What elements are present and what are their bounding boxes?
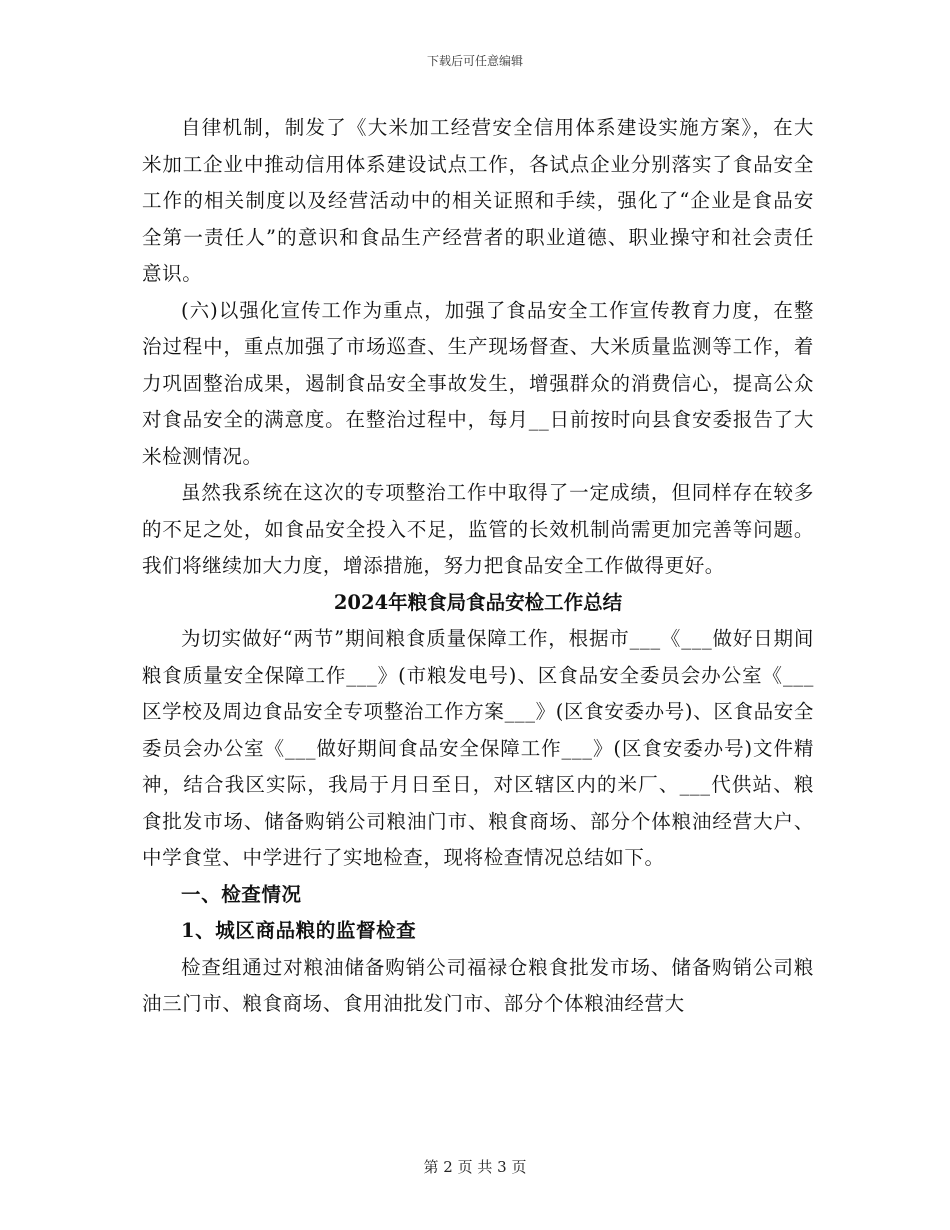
document-body: [142, 110, 814, 1023]
section-title: 2024年粮食局食品安检工作总结: [333, 590, 623, 614]
heading-urban-grain: 1、城区商品粮的监督检查: [181, 919, 417, 942]
page-header: 下载后可任意编辑: [426, 54, 523, 68]
page-footer: 第 2 页 共 3 页: [423, 1158, 527, 1176]
paragraph-4: 为切实做好“两节”期间粮食质量保障工作，根据市___《___做好日期间粮食质量安全保障工作___》(市粮发电号)、区食品安全委员会办公室《___区学校及周边食品安全专项整治工作方案___》(区食安委办号)、区食品安全委员会办公室《___做好期间食品安全保障工作___》(区食安委办号)文件精神，结合我区实际，我局于月日至日，对区辖区内的米厂、___代供站、粮食批发市场、储备购销公司粮油门市、粮食商场、部分个体粮油经营大户、中学食堂、中学进行了实地检查，现将检查情况总结如下。: [142, 627, 814, 869]
paragraph-5: 检查组通过对粮油储备购销公司福禄仓粮食批发市场、储备购销公司粮油三门市、粮食商场、食用油批发门市、部分个体粮油经营大: [142, 955, 814, 1015]
paragraph-1: 自律机制，制发了《大米加工经营安全信用体系建设实施方案》，在大米加工企业中推动信用体系建设试点工作，各试点企业分别落实了食品安全工作的相关制度以及经营活动中的相关证照和手续，强化了“企业是食品安全第一责任人”的意识和食品生产经营者的职业道德、职业操守和社会责任意识。: [142, 116, 814, 285]
paragraph-2: (六)以强化宣传工作为重点，加强了食品安全工作宣传教育力度，在整治过程中，重点加强了市场巡查、生产现场督查、大米质量监测等工作，着力巩固整治成果，遏制食品安全事故发生，增强群众的消费信心，提高公众对食品安全的满意度。在整治过程中，每月__日前按时向县食安委报告了大米检测情况。: [142, 298, 814, 468]
paragraph-3: 虽然我系统在这次的专项整治工作中取得了一定成绩，但同样存在较多的不足之处，如食品安全投入不足，监管的长效机制尚需更加完善等问题。我们将继续加大力度，增添措施，努力把食品安全工作做得更好。: [142, 481, 814, 577]
heading-inspection: 一、检查情况: [181, 882, 302, 906]
